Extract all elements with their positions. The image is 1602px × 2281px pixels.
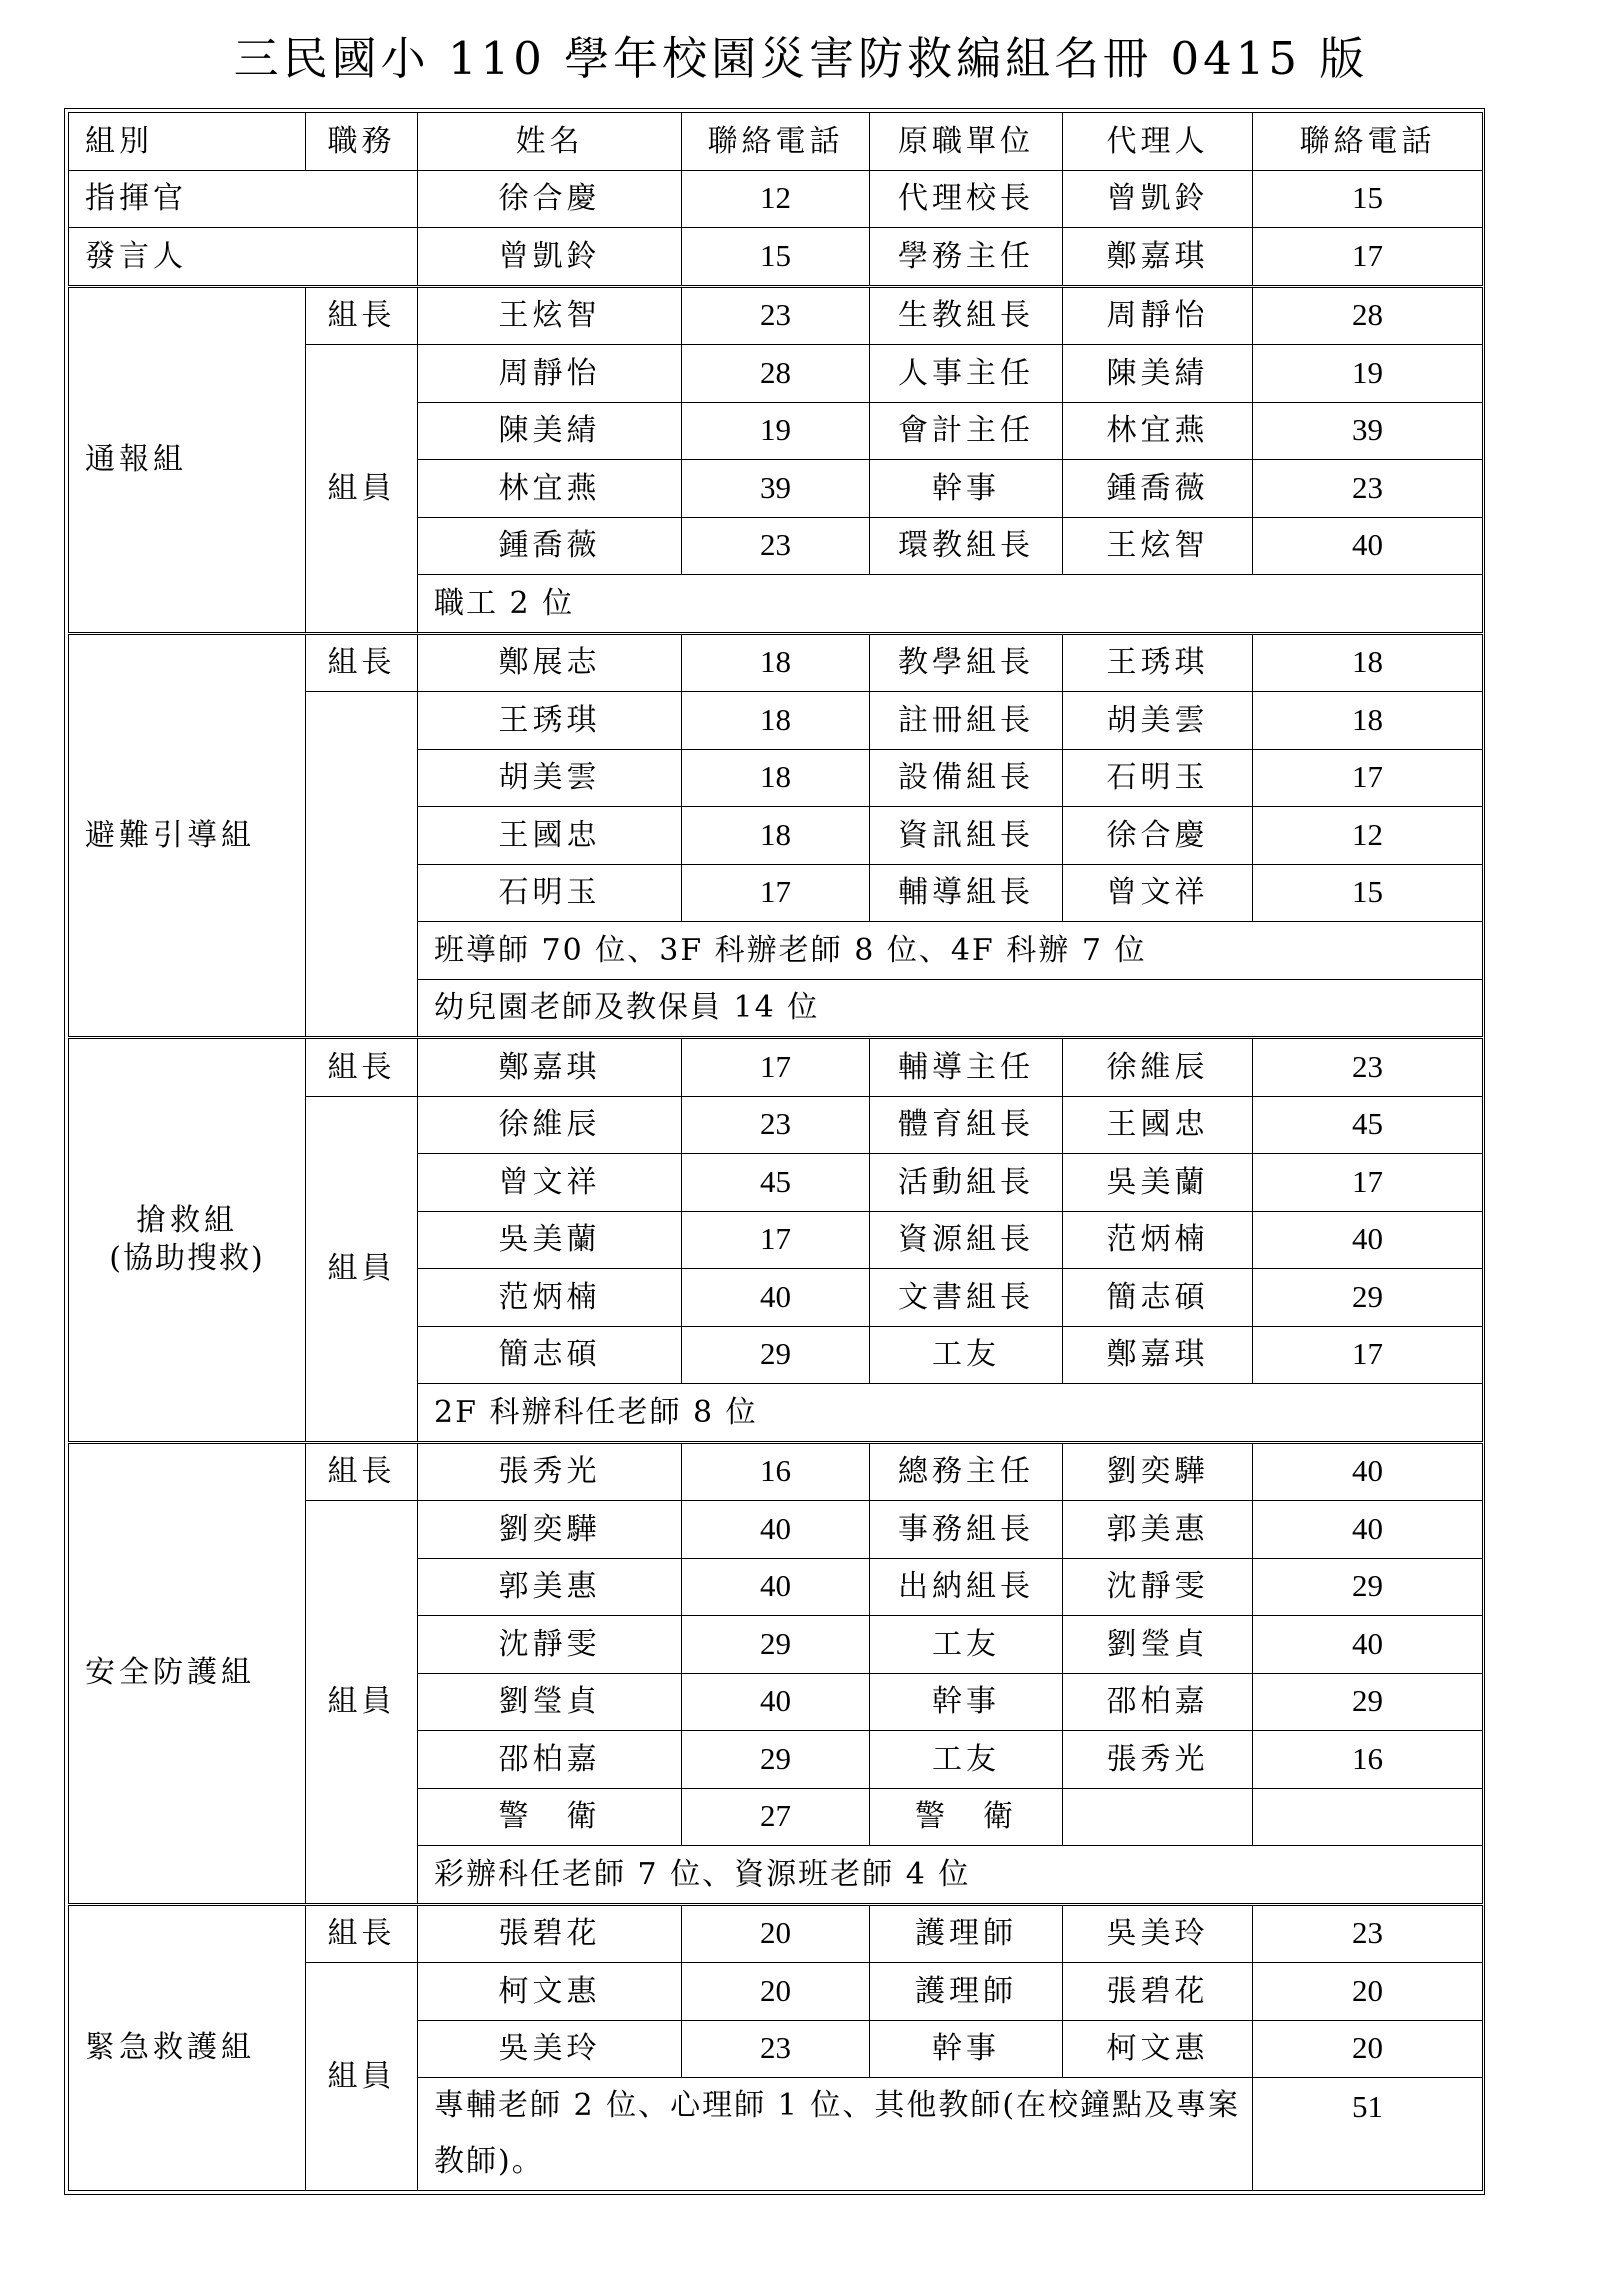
member-phone: 23 bbox=[682, 2020, 870, 2078]
role-member: 組員 bbox=[306, 345, 418, 634]
spokesperson-deputy: 鄭嘉琪 bbox=[1063, 228, 1253, 287]
member-deputy: 鍾喬薇 bbox=[1063, 460, 1253, 518]
member-deputy: 張碧花 bbox=[1063, 1963, 1253, 2021]
member-name: 鄭展志 bbox=[418, 633, 682, 692]
group-name-line2: (協助搜救) bbox=[109, 1240, 265, 1276]
member-name: 范炳楠 bbox=[418, 1269, 682, 1327]
group-note: 專輔老師 2 位、心理師 1 位、其他教師(在校鐘點及專案教師)。 bbox=[418, 2078, 1253, 2191]
member-unit: 體育組長 bbox=[870, 1096, 1063, 1154]
member-deputy: 劉奕驊 bbox=[1063, 1442, 1253, 1501]
member-deputy-phone: 18 bbox=[1253, 633, 1483, 692]
header-phone: 聯絡電話 bbox=[682, 113, 870, 171]
member-deputy-phone: 23 bbox=[1253, 1038, 1483, 1097]
member-deputy: 王炫智 bbox=[1063, 517, 1253, 575]
member-deputy-phone: 45 bbox=[1253, 1096, 1483, 1154]
member-name: 鄭嘉琪 bbox=[418, 1038, 682, 1097]
member-unit: 活動組長 bbox=[870, 1154, 1063, 1212]
member-deputy-phone: 23 bbox=[1253, 460, 1483, 518]
member-deputy-phone: 29 bbox=[1253, 1558, 1483, 1616]
commander-deputy-phone: 15 bbox=[1253, 170, 1483, 228]
member-deputy-phone: 40 bbox=[1253, 517, 1483, 575]
commander-phone: 12 bbox=[682, 170, 870, 228]
member-phone: 29 bbox=[682, 1326, 870, 1384]
roster-table bbox=[68, 112, 1483, 2191]
member-phone: 17 bbox=[682, 1038, 870, 1097]
member-deputy-phone: 28 bbox=[1253, 286, 1483, 345]
member-deputy-phone: 29 bbox=[1253, 1269, 1483, 1327]
member-deputy-phone: 17 bbox=[1253, 1154, 1483, 1212]
spokesperson-unit: 學務主任 bbox=[870, 228, 1063, 287]
role-leader: 組長 bbox=[306, 1904, 418, 1963]
member-deputy: 徐維辰 bbox=[1063, 1038, 1253, 1097]
member-name: 張秀光 bbox=[418, 1442, 682, 1501]
member-unit: 事務組長 bbox=[870, 1501, 1063, 1559]
member-deputy-phone: 17 bbox=[1253, 749, 1483, 807]
member-phone: 19 bbox=[682, 402, 870, 460]
member-phone: 39 bbox=[682, 460, 870, 518]
member-unit: 出納組長 bbox=[870, 1558, 1063, 1616]
member-phone: 40 bbox=[682, 1673, 870, 1731]
member-deputy: 王國忠 bbox=[1063, 1096, 1253, 1154]
member-deputy-phone: 15 bbox=[1253, 864, 1483, 922]
member-phone: 40 bbox=[682, 1558, 870, 1616]
member-name: 王國忠 bbox=[418, 807, 682, 865]
spokesperson-deputy-phone: 17 bbox=[1253, 228, 1483, 287]
group-note: 班導師 70 位、3F 科辦老師 8 位、4F 科辦 7 位 bbox=[418, 922, 1483, 980]
member-deputy: 簡志碩 bbox=[1063, 1269, 1253, 1327]
member-deputy: 石明玉 bbox=[1063, 749, 1253, 807]
header-deputy: 代理人 bbox=[1063, 113, 1253, 171]
member-name: 劉奕驊 bbox=[418, 1501, 682, 1559]
member-name: 鍾喬薇 bbox=[418, 517, 682, 575]
member-phone: 28 bbox=[682, 345, 870, 403]
member-deputy: 鄭嘉琪 bbox=[1063, 1326, 1253, 1384]
member-name: 胡美雲 bbox=[418, 749, 682, 807]
member-deputy-phone: 20 bbox=[1253, 1963, 1483, 2021]
spokesperson-label: 發言人 bbox=[69, 228, 418, 287]
member-phone: 20 bbox=[682, 1904, 870, 1963]
member-unit: 資訊組長 bbox=[870, 807, 1063, 865]
member-deputy-phone: 40 bbox=[1253, 1501, 1483, 1559]
group-name-line1: 搶救組 bbox=[136, 1203, 238, 1239]
member-name: 曾文祥 bbox=[418, 1154, 682, 1212]
member-unit: 人事主任 bbox=[870, 345, 1063, 403]
member-unit: 幹事 bbox=[870, 1673, 1063, 1731]
member-name: 周靜怡 bbox=[418, 345, 682, 403]
member-name: 張碧花 bbox=[418, 1904, 682, 1963]
group-note: 幼兒園老師及教保員 14 位 bbox=[418, 979, 1483, 1038]
member-name: 簡志碩 bbox=[418, 1326, 682, 1384]
member-phone: 27 bbox=[682, 1788, 870, 1846]
group-name: 通報組 bbox=[69, 286, 306, 633]
member-deputy-phone: 40 bbox=[1253, 1211, 1483, 1269]
commander-name: 徐合慶 bbox=[418, 170, 682, 228]
member-phone: 45 bbox=[682, 1154, 870, 1212]
member-unit: 幹事 bbox=[870, 460, 1063, 518]
role-member: 組員 bbox=[306, 1963, 418, 2191]
header-deputy-phone: 聯絡電話 bbox=[1253, 113, 1483, 171]
group-name: 緊急救護組 bbox=[69, 1904, 306, 2191]
member-name: 劉瑩貞 bbox=[418, 1673, 682, 1731]
member-name: 邵柏嘉 bbox=[418, 1731, 682, 1789]
group-note: 職工 2 位 bbox=[418, 575, 1483, 634]
member-name: 徐維辰 bbox=[418, 1096, 682, 1154]
member-name: 林宜燕 bbox=[418, 460, 682, 518]
member-deputy: 張秀光 bbox=[1063, 1731, 1253, 1789]
member-deputy-phone: 20 bbox=[1253, 2020, 1483, 2078]
member-deputy: 沈靜雯 bbox=[1063, 1558, 1253, 1616]
member-deputy-phone: 23 bbox=[1253, 1904, 1483, 1963]
role-leader: 組長 bbox=[306, 1038, 418, 1097]
member-phone: 17 bbox=[682, 1211, 870, 1269]
member-deputy: 徐合慶 bbox=[1063, 807, 1253, 865]
role-member: 組員 bbox=[306, 1096, 418, 1442]
member-deputy-phone: 12 bbox=[1253, 807, 1483, 865]
member-deputy-phone: 29 bbox=[1253, 1673, 1483, 1731]
member-phone: 29 bbox=[682, 1731, 870, 1789]
spokesperson-phone: 15 bbox=[682, 228, 870, 287]
header-row bbox=[69, 113, 1483, 171]
member-deputy-phone: 17 bbox=[1253, 1326, 1483, 1384]
header-role: 職務 bbox=[306, 113, 418, 171]
member-name: 石明玉 bbox=[418, 864, 682, 922]
member-unit: 文書組長 bbox=[870, 1269, 1063, 1327]
member-phone: 20 bbox=[682, 1963, 870, 2021]
member-name: 吳美玲 bbox=[418, 2020, 682, 2078]
role-member: 組員 bbox=[306, 1501, 418, 1905]
member-phone: 18 bbox=[682, 807, 870, 865]
member-phone: 23 bbox=[682, 517, 870, 575]
member-deputy-phone: 18 bbox=[1253, 692, 1483, 750]
member-deputy: 郭美惠 bbox=[1063, 1501, 1253, 1559]
member-phone: 40 bbox=[682, 1269, 870, 1327]
member-deputy: 吳美玲 bbox=[1063, 1904, 1253, 1963]
table-row bbox=[69, 633, 1483, 692]
member-unit: 工友 bbox=[870, 1731, 1063, 1789]
member-deputy: 胡美雲 bbox=[1063, 692, 1253, 750]
page-title: 三民國小 110 學年校園災害防救編組名冊 0415 版 bbox=[233, 32, 1369, 85]
member-name: 警 衛 bbox=[418, 1788, 682, 1846]
member-deputy: 陳美綪 bbox=[1063, 345, 1253, 403]
member-unit: 教學組長 bbox=[870, 633, 1063, 692]
spokesperson-name: 曾凱鈴 bbox=[418, 228, 682, 287]
member-name: 郭美惠 bbox=[418, 1558, 682, 1616]
header-name: 姓名 bbox=[418, 113, 682, 171]
header-group: 組別 bbox=[69, 113, 306, 171]
header-unit: 原職單位 bbox=[870, 113, 1063, 171]
member-name: 陳美綪 bbox=[418, 402, 682, 460]
member-unit: 會計主任 bbox=[870, 402, 1063, 460]
member-deputy: 王琇琪 bbox=[1063, 633, 1253, 692]
table-row bbox=[69, 1038, 1483, 1097]
member-deputy: 周靜怡 bbox=[1063, 286, 1253, 345]
member-phone: 29 bbox=[682, 1616, 870, 1674]
member-phone: 18 bbox=[682, 633, 870, 692]
member-name: 沈靜雯 bbox=[418, 1616, 682, 1674]
role-member-empty bbox=[306, 692, 418, 1038]
member-deputy-phone: 40 bbox=[1253, 1616, 1483, 1674]
member-unit: 設備組長 bbox=[870, 749, 1063, 807]
member-unit: 護理師 bbox=[870, 1904, 1063, 1963]
group-name: 安全防護組 bbox=[69, 1442, 306, 1904]
member-unit: 幹事 bbox=[870, 2020, 1063, 2078]
table-row bbox=[69, 1442, 1483, 1501]
member-unit: 生教組長 bbox=[870, 286, 1063, 345]
member-phone: 17 bbox=[682, 864, 870, 922]
member-name: 王炫智 bbox=[418, 286, 682, 345]
role-leader: 組長 bbox=[306, 1442, 418, 1501]
group-note: 2F 科辦科任老師 8 位 bbox=[418, 1384, 1483, 1443]
member-name: 柯文惠 bbox=[418, 1963, 682, 2021]
roster-table-frame bbox=[64, 108, 1485, 2195]
member-name: 王琇琪 bbox=[418, 692, 682, 750]
spokesperson-row bbox=[69, 228, 1483, 287]
member-unit: 環教組長 bbox=[870, 517, 1063, 575]
member-deputy: 曾文祥 bbox=[1063, 864, 1253, 922]
member-phone: 23 bbox=[682, 286, 870, 345]
commander-row bbox=[69, 170, 1483, 228]
member-deputy: 柯文惠 bbox=[1063, 2020, 1253, 2078]
member-deputy bbox=[1063, 1788, 1253, 1846]
member-unit: 工友 bbox=[870, 1326, 1063, 1384]
member-unit: 輔導主任 bbox=[870, 1038, 1063, 1097]
member-phone: 16 bbox=[682, 1442, 870, 1501]
commander-unit: 代理校長 bbox=[870, 170, 1063, 228]
commander-deputy: 曾凱鈴 bbox=[1063, 170, 1253, 228]
member-phone: 18 bbox=[682, 692, 870, 750]
member-deputy: 吳美蘭 bbox=[1063, 1154, 1253, 1212]
member-deputy-phone bbox=[1253, 1788, 1483, 1846]
member-phone: 23 bbox=[682, 1096, 870, 1154]
commander-label: 指揮官 bbox=[69, 170, 418, 228]
member-deputy-phone: 16 bbox=[1253, 1731, 1483, 1789]
member-unit: 護理師 bbox=[870, 1963, 1063, 2021]
member-deputy-phone: 39 bbox=[1253, 402, 1483, 460]
role-leader: 組長 bbox=[306, 633, 418, 692]
member-unit: 註冊組長 bbox=[870, 692, 1063, 750]
member-unit: 警 衛 bbox=[870, 1788, 1063, 1846]
member-phone: 18 bbox=[682, 749, 870, 807]
member-deputy: 劉瑩貞 bbox=[1063, 1616, 1253, 1674]
member-name: 吳美蘭 bbox=[418, 1211, 682, 1269]
member-unit: 輔導組長 bbox=[870, 864, 1063, 922]
group-name: 避難引導組 bbox=[69, 633, 306, 1038]
group-name bbox=[69, 1038, 306, 1443]
table-row bbox=[69, 286, 1483, 345]
group-note: 彩辦科任老師 7 位、資源班老師 4 位 bbox=[418, 1846, 1483, 1905]
role-leader: 組長 bbox=[306, 286, 418, 345]
member-deputy-phone: 40 bbox=[1253, 1442, 1483, 1501]
member-deputy-phone: 19 bbox=[1253, 345, 1483, 403]
member-unit: 資源組長 bbox=[870, 1211, 1063, 1269]
member-deputy: 范炳楠 bbox=[1063, 1211, 1253, 1269]
group-note-count: 51 bbox=[1253, 2078, 1483, 2191]
member-unit: 工友 bbox=[870, 1616, 1063, 1674]
member-unit: 總務主任 bbox=[870, 1442, 1063, 1501]
member-deputy: 林宜燕 bbox=[1063, 402, 1253, 460]
member-phone: 40 bbox=[682, 1501, 870, 1559]
table-row bbox=[69, 1904, 1483, 1963]
member-deputy: 邵柏嘉 bbox=[1063, 1673, 1253, 1731]
